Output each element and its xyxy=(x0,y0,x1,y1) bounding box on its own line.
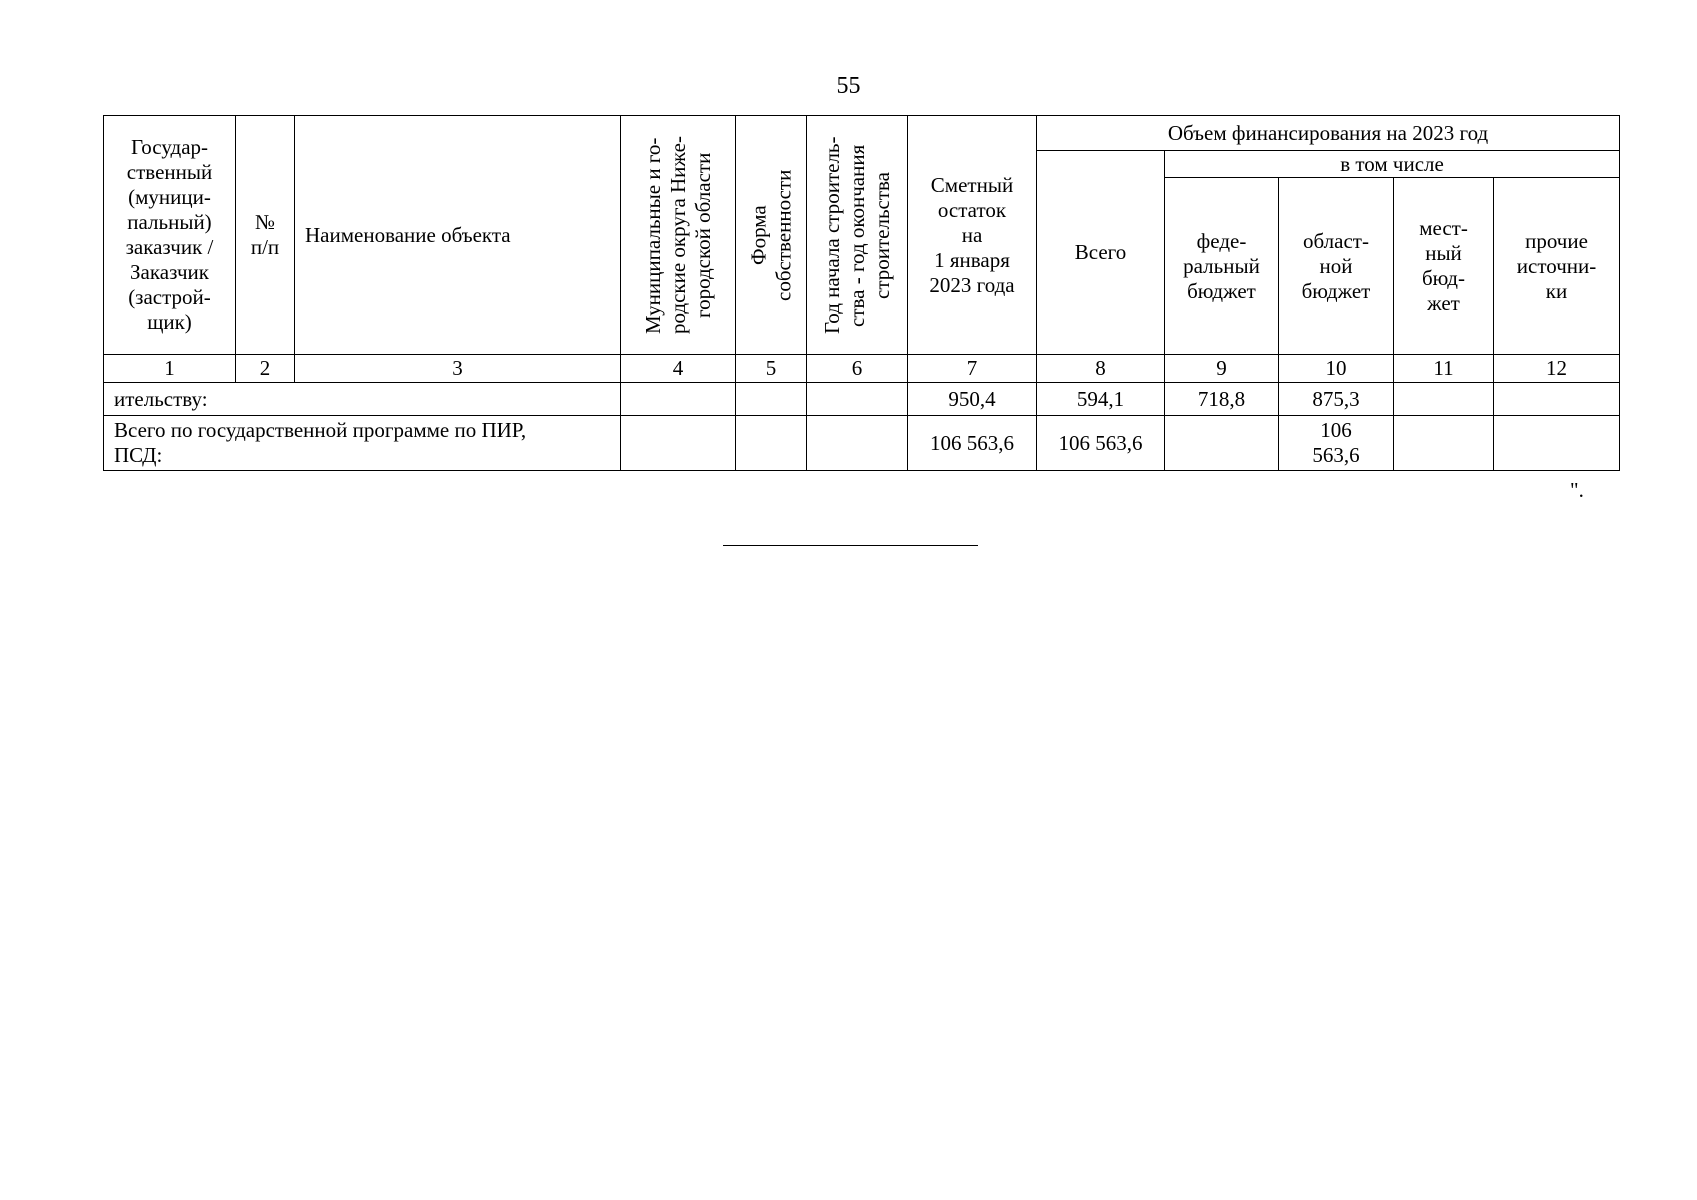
column-number: 1 xyxy=(104,355,236,383)
row-label: Всего по государственной программе по ПИР, ПСД: xyxy=(104,416,621,471)
cell-total: 106 563,6 xyxy=(1037,416,1165,471)
cell-municipalities xyxy=(621,383,736,416)
header-ownership: Форма собственности xyxy=(736,116,807,355)
closing-quote-mark: ". xyxy=(1570,478,1584,502)
header-funding-group: Объем финансирования на 2023 год xyxy=(1037,116,1620,151)
header-row xyxy=(104,116,1620,151)
header-estimate-balance: Сметный остаток на 1 января 2023 года xyxy=(908,116,1037,355)
header-customer: Государ- ственный (муници- пальный) заказчик / Заказчик (застрой- щик) xyxy=(104,116,236,355)
table-row xyxy=(104,383,1620,416)
cell-years xyxy=(807,416,908,471)
cell-regional: 106 563,6 xyxy=(1279,416,1394,471)
column-number: 2 xyxy=(236,355,295,383)
cell-total: 594,1 xyxy=(1037,383,1165,416)
column-number: 10 xyxy=(1279,355,1394,383)
header-object-name: Наименование объекта xyxy=(295,116,621,355)
header-municipalities: Муниципальные и го- родские округа Ниже- городской области xyxy=(621,116,736,355)
column-number: 7 xyxy=(908,355,1037,383)
header-local: мест- ный бюд- жет xyxy=(1394,178,1494,355)
cell-federal: 718,8 xyxy=(1165,383,1279,416)
cell-federal xyxy=(1165,416,1279,471)
column-number: 3 xyxy=(295,355,621,383)
table-row xyxy=(104,416,1620,471)
cell-ownership xyxy=(736,383,807,416)
column-number: 12 xyxy=(1494,355,1620,383)
page-number: 55 xyxy=(836,73,861,99)
cell-municipalities xyxy=(621,416,736,471)
column-number-row xyxy=(104,355,1620,383)
header-including: в том числе xyxy=(1165,151,1620,178)
separator-line xyxy=(723,545,978,546)
header-other: прочие источни- ки xyxy=(1494,178,1620,355)
cell-ownership xyxy=(736,416,807,471)
header-number: № п/п xyxy=(236,116,295,355)
column-number: 9 xyxy=(1165,355,1279,383)
cell-estimate: 950,4 xyxy=(908,383,1037,416)
cell-other xyxy=(1494,416,1620,471)
column-number: 8 xyxy=(1037,355,1165,383)
header-total: Всего xyxy=(1037,151,1165,355)
column-number: 4 xyxy=(621,355,736,383)
cell-other xyxy=(1494,383,1620,416)
column-number: 6 xyxy=(807,355,908,383)
financing-table xyxy=(103,115,1620,471)
row-label: ительству: xyxy=(104,383,621,416)
cell-years xyxy=(807,383,908,416)
header-regional: област- ной бюджет xyxy=(1279,178,1394,355)
cell-local xyxy=(1394,383,1494,416)
header-federal: феде- ральный бюджет xyxy=(1165,178,1279,355)
cell-local xyxy=(1394,416,1494,471)
column-number: 5 xyxy=(736,355,807,383)
cell-regional: 875,3 xyxy=(1279,383,1394,416)
cell-estimate: 106 563,6 xyxy=(908,416,1037,471)
header-years: Год начала строитель- ства - год окончания строительства xyxy=(807,116,908,355)
column-number: 11 xyxy=(1394,355,1494,383)
